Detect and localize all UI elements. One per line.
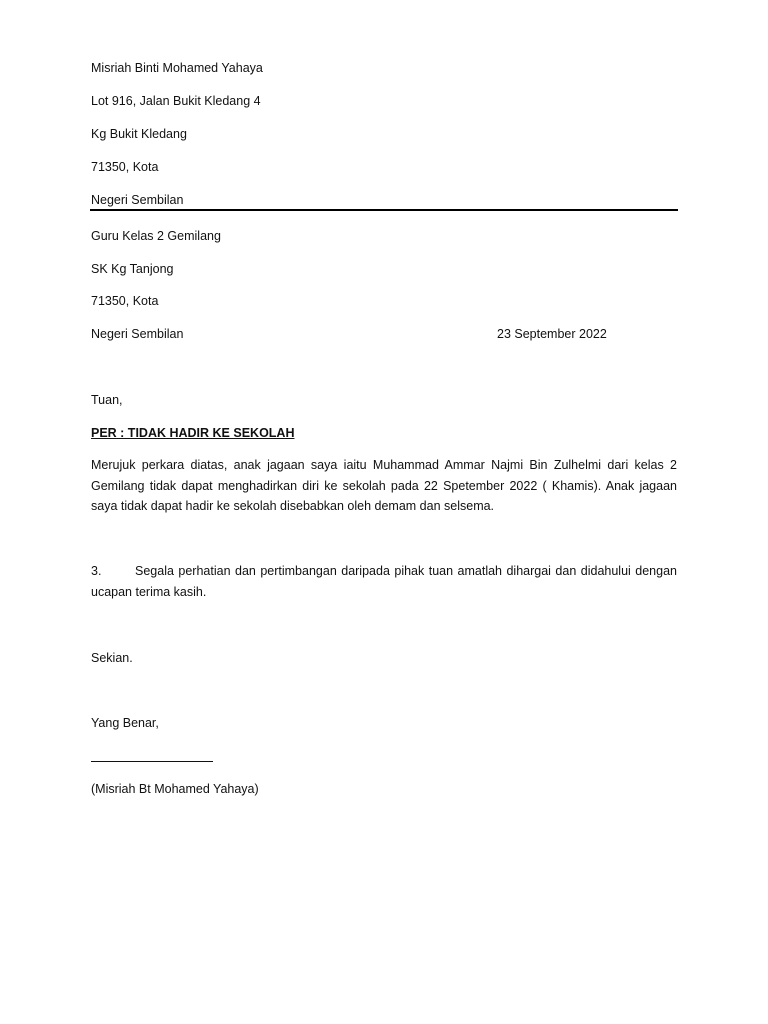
sender-address-line2: Kg Bukit Kledang [91,127,187,141]
header-divider [90,209,678,211]
letter-subject: PER : TIDAK HADIR KE SEKOLAH [91,426,295,440]
paragraph-number: 3. [91,564,102,578]
closing-yang-benar: Yang Benar, [91,716,159,730]
closing-sekian: Sekian. [91,651,133,665]
paragraph-2-text: Segala perhatian dan pertimbangan daripada pihak tuan amatlah dihargai dan didahului dengan ucapan terima kasih. [91,564,677,599]
body-paragraph-1: Merujuk perkara diatas, anak jagaan saya iaitu Muhammad Ammar Najmi Bin Zulhelmi dari kelas 2 Gemilang tidak dapat menghadirkan diri ke sekolah pada 22 Spetember 2022 ( Khamis). Anak jagaan saya tidak dapat hadir ke sekolah disebabkan oleh demam dan selsema. [91,458,677,513]
sender-address-line3: 71350, Kota [91,160,159,174]
salutation: Tuan, [91,393,123,407]
sender-address-line1: Lot 916, Jalan Bukit Kledang 4 [91,94,261,108]
body-paragraph-2 [91,561,677,602]
recipient-line2: SK Kg Tanjong [91,262,174,276]
signature-name: (Misriah Bt Mohamed Yahaya) [91,782,259,796]
recipient-line3: 71350, Kota [91,294,159,308]
sender-address-line4: Negeri Sembilan [91,193,184,207]
recipient-line4: Negeri Sembilan [91,327,184,341]
letter-date: 23 September 2022 [497,327,607,341]
recipient-line1: Guru Kelas 2 Gemilang [91,229,221,243]
signature-line [91,761,213,762]
sender-name: Misriah Binti Mohamed Yahaya [91,61,263,75]
